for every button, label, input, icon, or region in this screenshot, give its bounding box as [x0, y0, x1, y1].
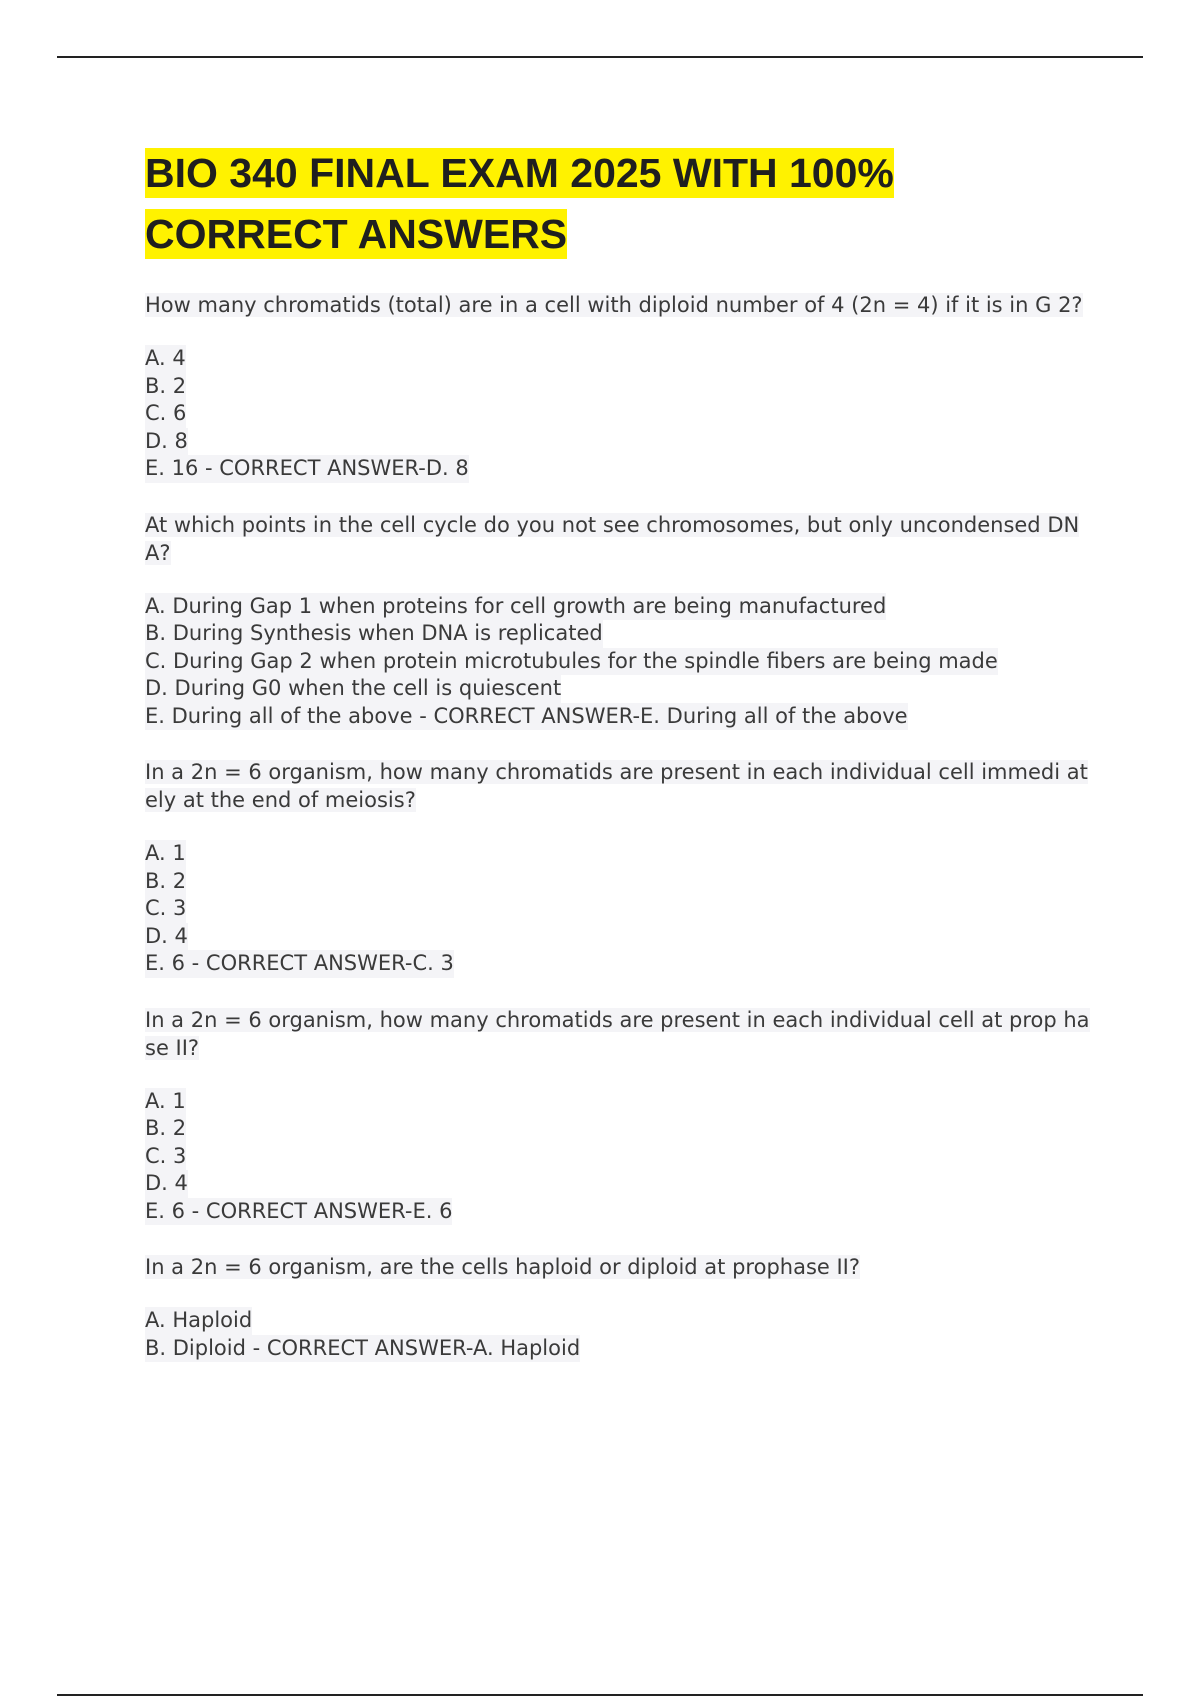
question-block — [145, 511, 1090, 731]
option-item: D. 8 — [145, 428, 188, 456]
option-item: C. 3 — [145, 1143, 186, 1171]
question-block — [145, 1253, 1090, 1362]
option-list — [145, 840, 1090, 978]
option-list — [145, 1088, 1090, 1226]
title-highlight: BIO 340 FINAL EXAM 2025 WITH 100% CORRECT ANSWERS — [145, 150, 894, 257]
option-item: B. During Synthesis when DNA is replicated — [145, 620, 603, 648]
question-text: In a 2n = 6 organism, how many chromatids are present in each individual cell immedi ately at the end of meiosis? — [145, 760, 1088, 812]
option-item: B. 2 — [145, 868, 186, 896]
document-title — [145, 143, 1090, 265]
option-list — [145, 1307, 1090, 1362]
option-item-with-answer: E. 6 - CORRECT ANSWER-C. 3 — [145, 950, 454, 978]
option-item: B. 2 — [145, 1115, 186, 1143]
option-item-with-answer: B. Diploid - CORRECT ANSWER-A. Haploid — [145, 1335, 580, 1363]
top-rule — [57, 56, 1143, 58]
option-item: C. During Gap 2 when protein microtubules for the spindle fibers are being made — [145, 648, 998, 676]
bottom-rule — [57, 1694, 1143, 1696]
option-item: A. Haploid — [145, 1307, 252, 1335]
option-list — [145, 593, 1090, 731]
option-item: C. 6 — [145, 400, 186, 428]
document-body — [145, 143, 1090, 1390]
option-item: A. 1 — [145, 1088, 186, 1116]
question-block — [145, 1006, 1090, 1226]
question-text: At which points in the cell cycle do you not see chromosomes, but only uncondensed DNA? — [145, 512, 1080, 565]
option-item: C. 3 — [145, 895, 186, 923]
question-text: How many chromatids (total) are in a cell with diploid number of 4 (2n = 4) if it is in G 2? — [145, 293, 1083, 317]
option-item: A. During Gap 1 when proteins for cell growth are being manufactured — [145, 593, 886, 621]
option-item: A. 4 — [145, 345, 186, 373]
option-item-with-answer: E. 16 - CORRECT ANSWER-D. 8 — [145, 455, 469, 483]
option-item: D. 4 — [145, 923, 188, 951]
option-list — [145, 345, 1090, 483]
question-text: In a 2n = 6 organism, how many chromatids are present in each individual cell at prop hase II? — [145, 1007, 1090, 1060]
question-text: In a 2n = 6 organism, are the cells haploid or diploid at prophase II? — [145, 1255, 861, 1279]
option-item: A. 1 — [145, 840, 186, 868]
question-block — [145, 291, 1090, 483]
option-item: D. During G0 when the cell is quiescent — [145, 675, 561, 703]
option-item-with-answer: E. 6 - CORRECT ANSWER-E. 6 — [145, 1198, 452, 1226]
option-item-with-answer: E. During all of the above - CORRECT ANSWER-E. During all of the above — [145, 703, 908, 731]
option-item: D. 4 — [145, 1170, 188, 1198]
option-item: B. 2 — [145, 373, 186, 401]
question-block — [145, 758, 1090, 978]
